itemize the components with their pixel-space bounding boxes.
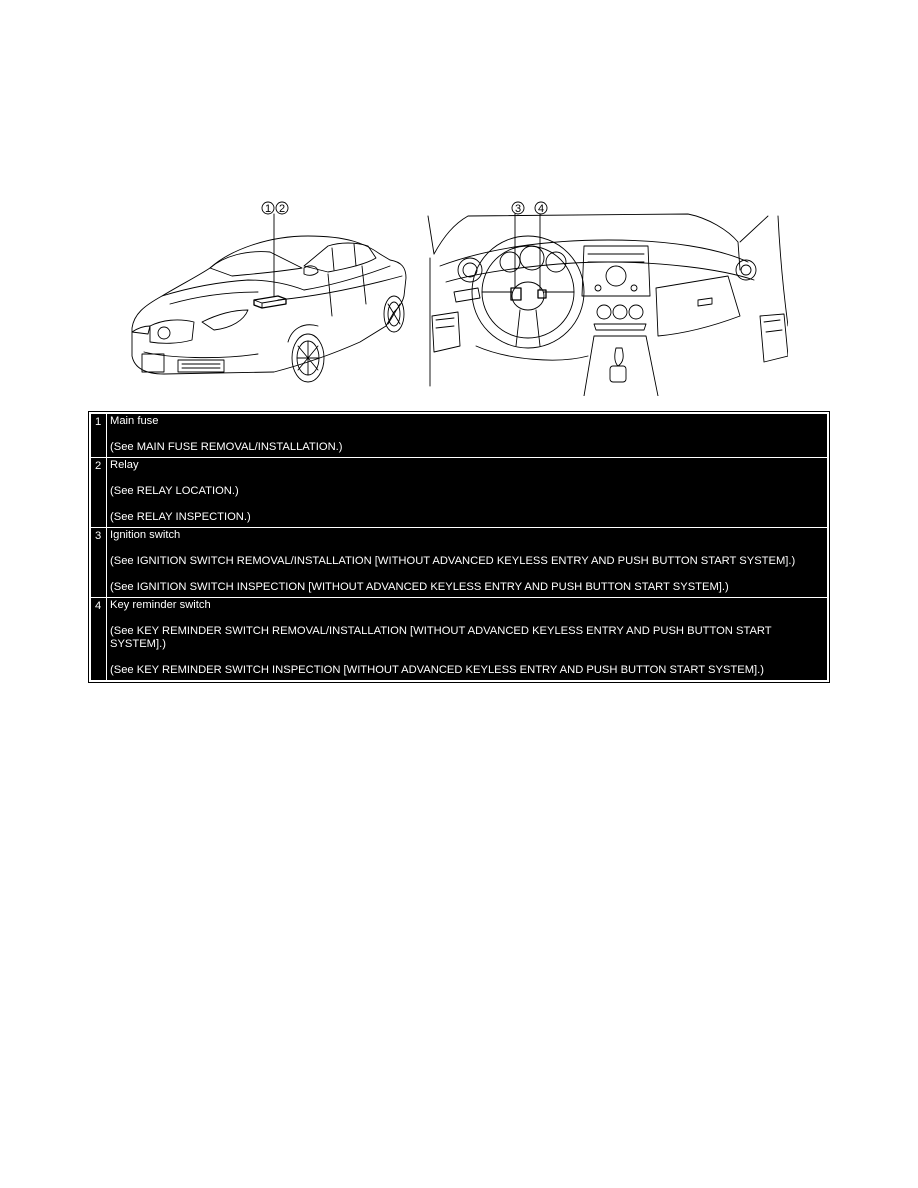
component-name: Key reminder switch <box>110 599 211 611</box>
callout-1 <box>262 202 274 215</box>
row-content <box>107 413 829 458</box>
callout-4 <box>535 202 547 215</box>
callout-4-label: 4 <box>537 203 545 215</box>
procedure-link[interactable]: (See IGNITION SWITCH REMOVAL/INSTALLATION [WITHOUT ADVANCED KEYLESS ENTRY AND PUSH BUTTON START SYSTEM].) <box>110 555 796 567</box>
component-name: Ignition switch <box>110 529 181 541</box>
callout-1-label: 1 <box>264 203 272 215</box>
procedure-link[interactable]: (See IGNITION SWITCH INSPECTION [WITHOUT ADVANCED KEYLESS ENTRY AND PUSH BUTTON START SYSTEM].) <box>110 581 729 593</box>
procedure-link[interactable]: (See RELAY LOCATION.) <box>110 485 239 497</box>
row-number: 4 <box>90 598 107 682</box>
procedure-link[interactable]: (See KEY REMINDER SWITCH REMOVAL/INSTALLATION [WITHOUT ADVANCED KEYLESS ENTRY AND PUSH BUTTON START SYSTEM].) <box>110 625 772 650</box>
component-name: Main fuse <box>110 415 159 427</box>
component-location-figure <box>128 196 788 396</box>
callout-2-label: 2 <box>278 203 286 215</box>
row-content <box>107 458 829 528</box>
component-location-drawing <box>128 196 788 396</box>
procedure-link[interactable]: (See RELAY INSPECTION.) <box>110 511 251 523</box>
row-number: 1 <box>90 413 107 458</box>
callout-2 <box>276 202 288 215</box>
table-row <box>90 413 828 458</box>
row-content <box>107 528 829 598</box>
callout-3-label: 3 <box>514 203 522 215</box>
row-number: 2 <box>90 458 107 528</box>
table-row <box>90 598 828 682</box>
callout-3 <box>512 202 524 215</box>
procedure-link[interactable]: (See MAIN FUSE REMOVAL/INSTALLATION.) <box>110 441 343 453</box>
row-content <box>107 598 829 682</box>
procedure-link[interactable]: (See KEY REMINDER SWITCH INSPECTION [WITHOUT ADVANCED KEYLESS ENTRY AND PUSH BUTTON START SYSTEM].) <box>110 664 764 676</box>
component-table <box>89 412 829 682</box>
table-row <box>90 458 828 528</box>
car-exterior-drawing <box>132 214 406 382</box>
table-row <box>90 528 828 598</box>
component-name: Relay <box>110 459 139 471</box>
row-number: 3 <box>90 528 107 598</box>
interior-drawing <box>428 214 788 396</box>
